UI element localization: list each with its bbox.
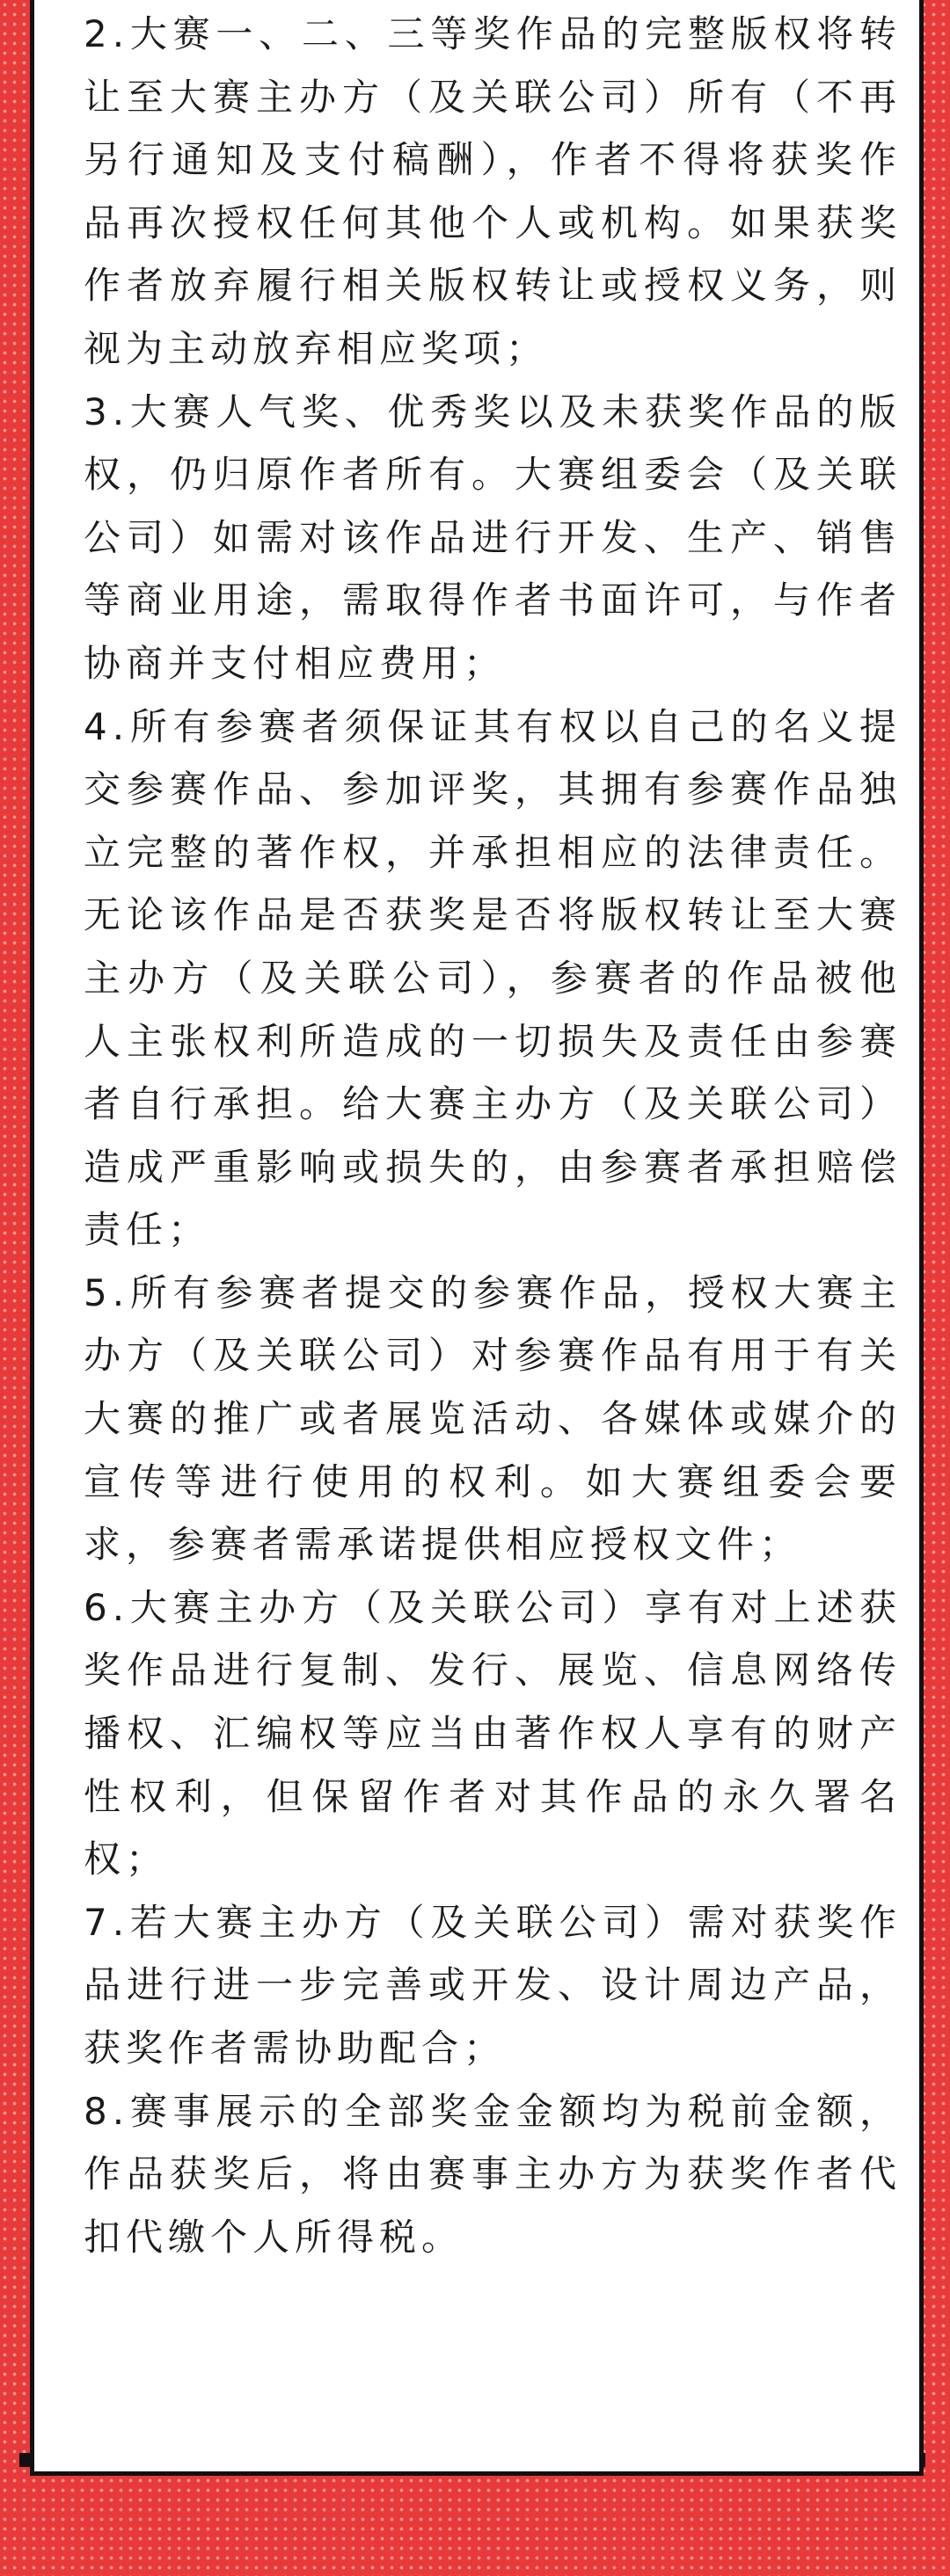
clause-3: 3.大赛人气奖、优秀奖以及未获奖作品的版权，仍归原作者所有。大赛组委会（及关联公司）如需对该作品进行开发、生产、销售等商业用途，需取得作者书面许可，与作者协商并支付相应费用；	[84, 389, 902, 685]
clause-4: 4.所有参赛者须保证其有权以自己的名义提交参赛作品、参加评奖，其拥有参赛作品独立完整的著作权，并承担相应的法律责任。无论该作品是否获奖是否将版权转让至大赛主办方（及关联公司），参赛者的作品被他人主张权利所造成的一切损失及责任由参赛者自行承担。给大赛主办方（及关联公司）造成严重影响或损失的，由参赛者承担赔偿责任；	[84, 704, 902, 1252]
clause-8: 8.赛事展示的全部奖金金额均为税前金额，作品获奖后，将由赛事主办方为获奖作者代扣代缴个人所得税。	[84, 2089, 902, 2259]
clause-2: 2.大赛一、二、三等奖作品的完整版权将转让至大赛主办方（及关联公司）所有（不再另行通知及支付稿酬），作者不得将获奖作品再次授权任何其他个人或机构。如果获奖作者放弃履行相关版权转让或授权义务，则视为主动放弃相应奖项；	[84, 12, 902, 370]
clause-7: 7.若大赛主办方（及关联公司）需对获奖作品进行进一步完善或开发、设计周边产品，获奖作者需协助配合；	[84, 1900, 902, 2070]
clause-6: 6.大赛主办方（及关联公司）享有对上述获奖作品进行复制、发行、展览、信息网络传播权、汇编权等应当由著作权人享有的财产性权利，但保留作者对其作品的永久署名权；	[84, 1585, 902, 1881]
clause-5: 5.所有参赛者提交的参赛作品，授权大赛主办方（及关联公司）对参赛作品有用于有关大赛的推广或者展览活动、各媒体或媒介的宣传等进行使用的权利。如大赛组委会要求，参赛者需承诺提供相应授权文件；	[84, 1270, 902, 1567]
rules-text	[84, 3, 902, 2268]
rules-card	[30, 0, 924, 2476]
